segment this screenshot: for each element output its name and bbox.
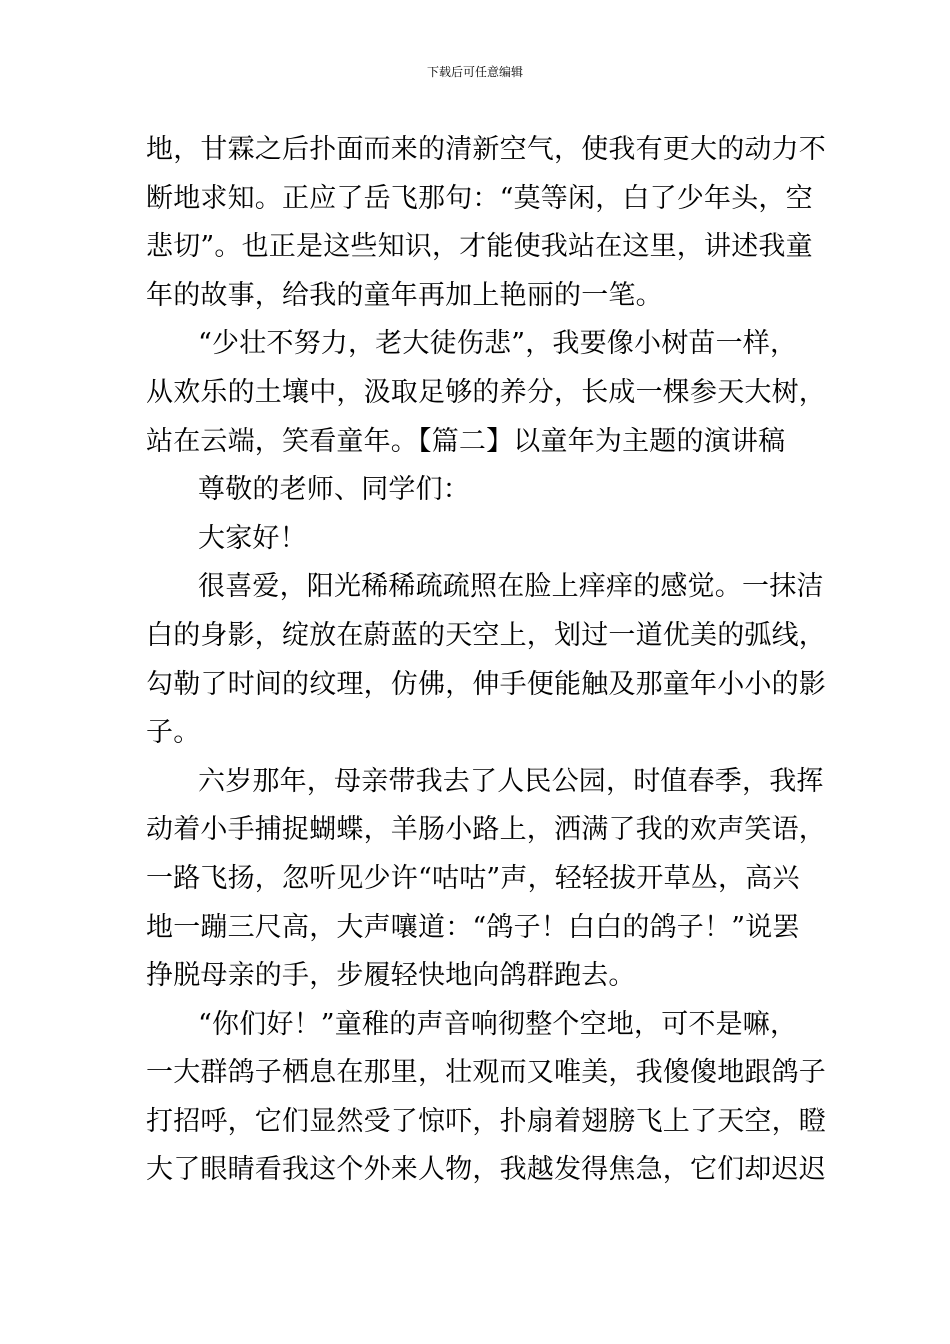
text-line-16: 一路飞扬，忽听见少许“咕咕”声，轻轻拔开草丛，高兴 (146, 862, 800, 894)
text-line-9: 大家好！ (198, 522, 307, 554)
text-line-14: 六岁那年，母亲带我去了人民公园，时值春季，我挥 (198, 765, 824, 797)
text-line-5: “少壮不努力，老大徒伤悲”，我要像小树苗一样， (198, 328, 798, 360)
text-line-18: 挣脱母亲的手，步履轻快地向鸽群跑去。 (146, 960, 636, 992)
text-line-8: 尊敬的老师、同学们： (198, 474, 470, 506)
text-line-13: 子。 (146, 717, 201, 749)
text-line-15: 动着小手捕捉蝴蝶，羊肠小路上，洒满了我的欢声笑语， (146, 814, 826, 846)
text-line-21: 打招呼，它们显然受了惊吓，扑扇着翅膀飞上了天空，瞪 (146, 1105, 826, 1137)
text-line-22: 大了眼睛看我这个外来人物，我越发得焦急，它们却迟迟 (146, 1154, 826, 1186)
text-line-3: 悲切”。也正是这些知识，才能使我站在这里，讲述我童 (146, 231, 813, 263)
text-line-12: 勾勒了时间的纹理，仿佛，伸手便能触及那童年小小的影 (146, 668, 826, 700)
text-line-19: “你们好！”童稚的声音响彻整个空地，可不是嘛， (198, 1008, 798, 1040)
text-line-1: 地，甘霖之后扑面而来的清新空气，使我有更大的动力不 (146, 134, 826, 165)
text-line-4: 年的故事，给我的童年再加上艳丽的一笔。 (146, 279, 663, 311)
page-header: 下载后可任意编辑 (426, 65, 523, 79)
document-body (146, 126, 826, 1195)
text-line-10: 很喜爱，阳光稀稀疏疏照在脸上痒痒的感觉。一抹洁 (198, 571, 824, 603)
text-line-11: 白的身影，绽放在蔚蓝的天空上，划过一道优美的弧线， (146, 619, 826, 651)
text-line-6: 从欢乐的土壤中，汲取足够的养分，长成一棵参天大树， (146, 376, 826, 408)
text-line-20: 一大群鸽子栖息在那里，壮观而又唯美，我傻傻地跟鸽子 (146, 1057, 826, 1089)
text-line-2: 断地求知。正应了岳飞那句：“莫等闲，白了少年头，空 (146, 182, 813, 214)
text-line-17: 地一蹦三尺高，大声嚷道：“鸽子！白白的鸽子！”说罢 (146, 911, 800, 943)
text-line-7: 站在云端，笑看童年。【篇二】以童年为主题的演讲稿 (146, 425, 786, 457)
